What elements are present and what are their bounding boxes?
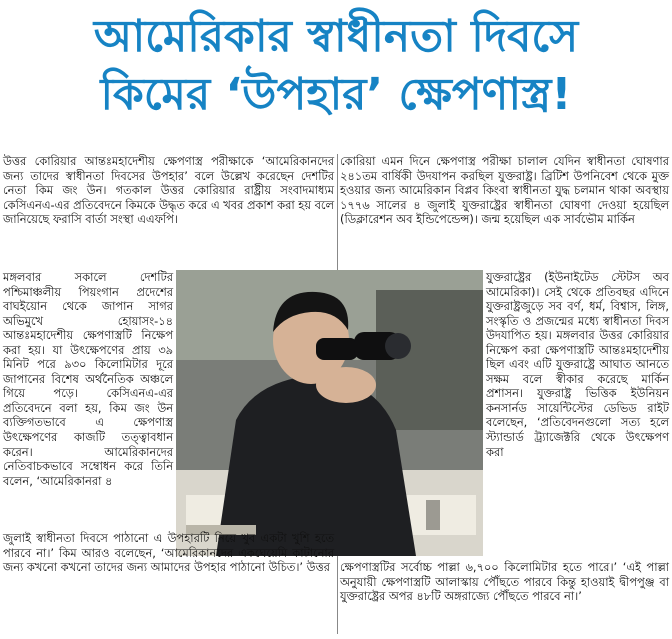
photo-illustration [176,270,483,556]
article-col1-bottom: জুলাই স্বাধীনতা দিবসে পাঠানো এ উপহারটি নিয়ে খুব একটা খুশি হতে পারবে না।’ কিম আরও বলেছেন, ‘আমেরিকানদের একঘেয়েমি কাটানোর জন্য কখনো কখনো তাদের জন্য আমাদের উপহার পাঠানো উচিত।’ উত্তর [3,531,334,575]
article-col2-bottom: ক্ষেপণাস্ত্রটির সর্বোচ্চ পাল্লা ৬,৭০০ কিলোমিটার হতে পারে।’ ‘এই পাল্লা অনুযায়ী ক্ষেপণাস্ত্রটি আলাস্কায় পৌঁছতে পারবে কিন্তু হাওয়াই দ্বীপপুঞ্জ বা যুক্তরাষ্ট্রের অপর ৪৮টি অঙ্গরাজ্যে পৌঁছতে পারবে না।’ [340,560,669,604]
article-col1-top: উত্তর কোরিয়ার আন্তঃমহাদেশীয় ক্ষেপণাস্ত্র পরীক্ষাকে ‘আমেরিকানদের জন্য তাদের স্বাধীনতা দিবসের উপহার’ বলে উল্লেখ করেছেন দেশটির নেতা কিম জং উন। গতকাল উত্তর কোরিয়ার রাষ্ট্রীয় সংবাদমাধ্যম কেসিএনএ-এর প্রতিবেদনে কিমকে উদ্ধৃত করে এ খবর প্রকাশ করা হয় বলে জানিয়েছে ফরাসি বার্তা সংস্থা এএফপি। [3,154,334,227]
headline [0,8,672,124]
news-photo [176,270,483,556]
headline-line-1: আমেরিকার স্বাধীনতা দিবসে [93,11,579,62]
article-col2-top: কোরিয়া এমন দিনে ক্ষেপণাস্ত্র পরীক্ষা চালাল যেদিন স্বাধীনতা ঘোষণার ২৪১তম বার্ষিকী উদযাপন করছিল যুক্তরাষ্ট্র। ব্রিটিশ উপনিবেশ থেকে মুক্ত হওয়ার জন্য আমেরিকান বিপ্লব কিংবা স্বাধীনতা যুদ্ধ চলমান থাকা অবস্থায় ১৭৭৬ সালের ৪ জুলাই যুক্তরাষ্ট্রের স্বাধীনতা ঘোষণা দেওয়া হয়েছিল (ডিক্লারেশন অব ইন্ডিপেন্ডেন্স)। জন্ম হয়েছিল এক সার্বভৌম মার্কিন [340,154,669,227]
headline-line-2: কিমের ‘উপহার’ ক্ষেপণাস্ত্র! [100,69,572,120]
article-col2-wrap: যুক্তরাষ্ট্রের (ইউনাইটেড স্টেটস অব আমেরিকা)। সেই থেকে প্রতিবছর এদিনে যুক্তরাষ্ট্রজুড়ে সব বর্ণ, ধর্ম, বিশ্বাস, লিঙ্গ, সংস্কৃতি ও প্রজন্মের মধ্যে স্বাধীনতা দিবস উদযাপিত হয়। মঙ্গলবার উত্তর কোরিয়ার নিক্ষেপ করা ক্ষেপণাস্ত্রটি আন্তঃমহাদেশীয় ছিল এবং এটি যুক্তরাষ্ট্রে আঘাত আনতে সক্ষম বলে স্বীকার করেছে মার্কিন প্রশাসন। যুক্তরাষ্ট্র ভিত্তিক ইউনিয়ন কনসার্নড সায়েন্টিস্টের ডেভিড রাইট বলেছেন, ‘প্রতিবেদনগুলো সত্য হলে স্ট্যান্ডার্ড ট্র্যাজেক্টরি থেকে উৎক্ষেপণ করা [486,270,669,459]
article-col1-wrap: মঙ্গলবার সকালে দেশটির পশ্চিমাঞ্চলীয় পিয়ংগান প্রদেশের বাঘইয়োন থেকে জাপান সাগর অভিমুখে হোয়াসং-১৪ আন্তঃমহাদেশীয় ক্ষেপণাস্ত্রটি নিক্ষেপ করা হয়। যা উৎক্ষেপণের প্রায় ৩৯ মিনিট পরে ৯৩০ কিলোমিটার দূরে জাপানের বিশেষ অর্থনৈতিক অঞ্চলে গিয়ে পড়ে। কেসিএনএ-এর প্রতিবেদনে বলা হয়, কিম জং উন ব্যক্তিগতভাবে এ ক্ষেপণাস্ত্র উৎক্ষেপণের কাজটি তত্ত্বাবধান করেন। আমেরিকানদের নেতিবাচকভাবে সম্বোধন করে তিনি বলেন, ‘আমেরিকানরা ৪ [3,270,173,488]
